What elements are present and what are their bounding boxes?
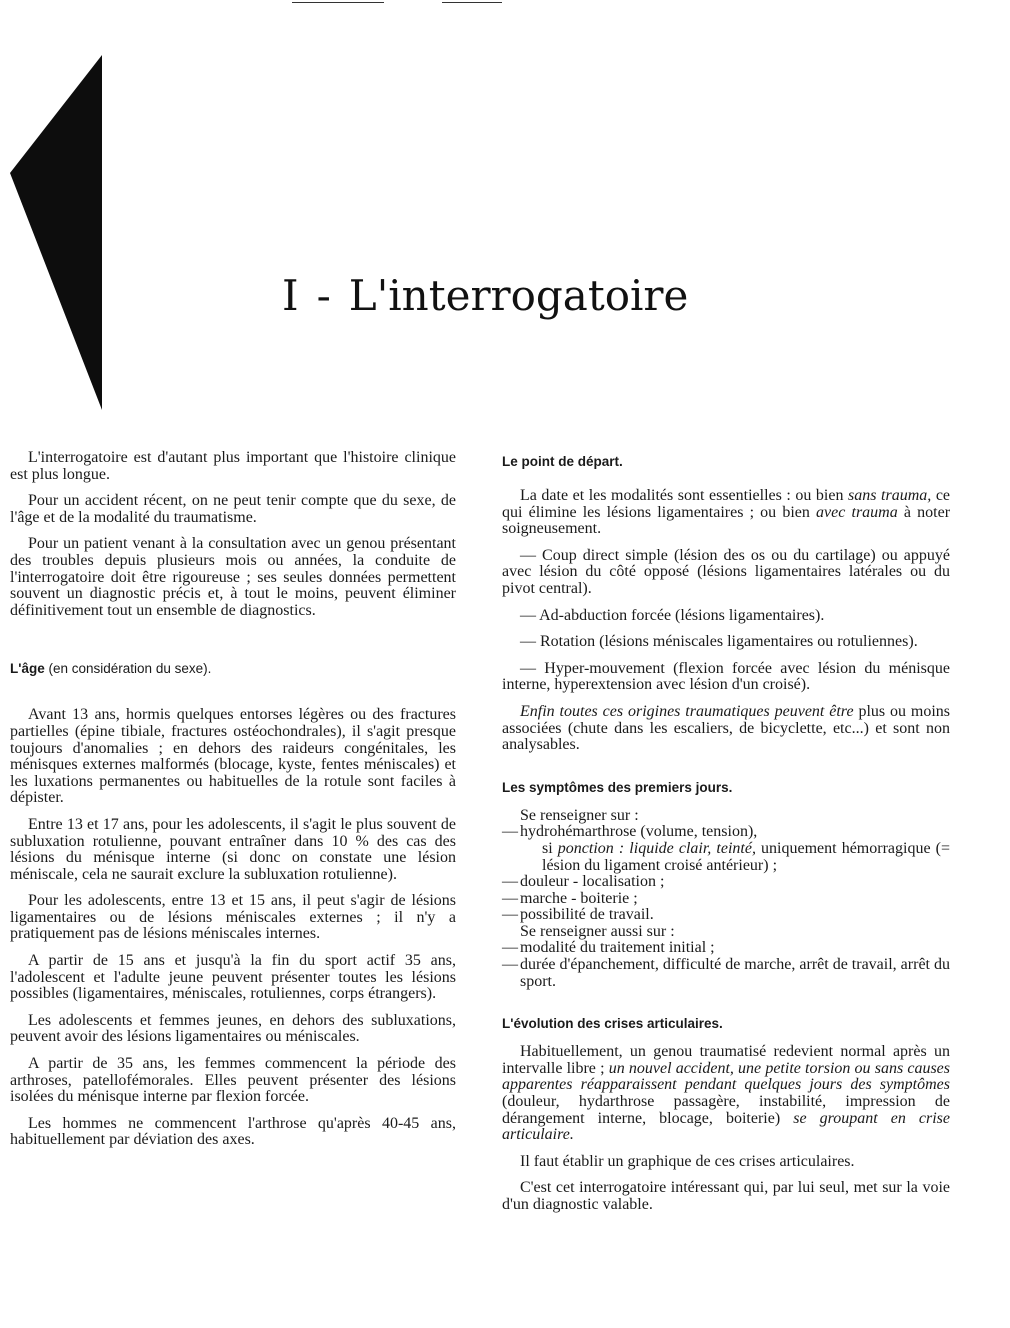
symptomes-item-text: hydrohémarthrose (volume, tension), bbox=[520, 823, 758, 841]
symptomes-item-text: modalité du traitement initial ; bbox=[520, 939, 715, 957]
evolution-paragraph-1 bbox=[502, 1044, 950, 1144]
depart-item-4: — Hyper-mouvement (flexion forcée avec lésion du ménisque interne, hyperextension avec lésion d'un croisé). bbox=[502, 659, 950, 694]
evolution-p1-d: se groupant en crise articulaire. bbox=[502, 1109, 951, 1144]
depart-item-1: — Coup direct simple (lésion des os ou du cartilage) ou appuyé avec lésion du côté opposé (lésions ligamentaires latérales ou du pivot central). bbox=[502, 546, 950, 597]
symptomes-item bbox=[502, 957, 950, 990]
age-paragraph-6: A partir de 35 ans, les femmes commencent la période des arthroses, patellofémorales. Elles peuvent présenter des lésions isolées du ménisque interne par flexion forcée. bbox=[10, 1055, 456, 1106]
intro-paragraph-1: L'interrogatoire est d'autant plus important que l'histoire clinique est plus longue. bbox=[10, 449, 456, 483]
depart-intro-d: avec trauma bbox=[816, 503, 898, 521]
age-heading-label: L'âge bbox=[10, 661, 45, 677]
symptomes-item-text: marche - boiterie ; bbox=[520, 889, 638, 907]
symptomes-item-text: possibilité de travail. bbox=[520, 906, 654, 924]
age-heading-note: (en considération du sexe). bbox=[48, 661, 212, 677]
chapter-title bbox=[282, 268, 688, 324]
dash-mark: — bbox=[502, 873, 518, 891]
depart-heading: Le point de départ. bbox=[502, 454, 623, 469]
depart-item-3: — Rotation (lésions méniscales ligamentaires ou rotuliennes). bbox=[520, 633, 918, 651]
symptomes-item bbox=[502, 907, 950, 924]
age-paragraph-3: Pour les adolescents, entre 13 et 15 ans, il peut s'agir de lésions ligamentaires ou de lésions méniscales externes ; il n'y a pratiquement pas de lésions méniscales internes. bbox=[10, 892, 456, 943]
sub-c: uniquement hémorragique (= lésion du ligament croisé antérieur) ; bbox=[542, 839, 950, 874]
left-column bbox=[10, 450, 456, 1159]
chapter-separator: - bbox=[316, 271, 331, 320]
symptomes-heading: Les symptômes des premiers jours. bbox=[502, 779, 733, 795]
depart-enfin-b: plus ou moins associées (chute dans les escaliers, de bicyclette, etc...) et sont non analysables. bbox=[502, 702, 950, 754]
intro-paragraph-3: Pour un patient venant à la consultation avec un genou présentant des troubles depuis plusieurs mois ou années, la conduite de l'interrogatoire doit être rigoureuse ; ses seules données permettent souvent un diagnostic précis et, à tout le moins, peuvent éliminer définitivement tout un ensemble de diagnostics. bbox=[10, 535, 456, 619]
right-column bbox=[502, 450, 950, 1224]
dash-mark: — bbox=[502, 889, 518, 907]
dash-mark: — bbox=[502, 823, 518, 841]
evolution-p1-b: un nouvel accident, une petite torsion ou sans causes apparentes réapparaissent pendant quelques jours des symptômes bbox=[502, 1059, 951, 1094]
top-rule-left bbox=[292, 2, 384, 3]
top-rule-right bbox=[442, 2, 502, 3]
age-paragraph-7: Les hommes ne commencent l'arthrose qu'après 40-45 ans, habituellement par déviation des axes. bbox=[10, 1114, 456, 1149]
sub-b: ponction : liquide clair, teinté, bbox=[557, 839, 756, 857]
evolution-paragraph-3: C'est cet interrogatoire intéressant qui, par lui seul, met sur la voie d'un diagnostic valable. bbox=[502, 1179, 950, 1213]
evolution-p1-c: (douleur, hydarthrose passagère, instabilité, impression de dérangement interne, blocage, boiterie) bbox=[502, 1093, 950, 1127]
dash-mark: — bbox=[502, 906, 518, 924]
chapter-title-text: L'interrogatoire bbox=[348, 271, 689, 320]
depart-intro-e: à noter soigneusement. bbox=[502, 503, 951, 538]
intro-paragraph-2: Pour un accident récent, on ne peut tenir compte que du sexe, de l'âge et de la modalité du traumatisme. bbox=[10, 492, 456, 526]
chapter-number: I bbox=[282, 271, 299, 320]
age-heading bbox=[10, 661, 456, 677]
symptomes-item-text: douleur - localisation ; bbox=[520, 873, 665, 891]
symptomes-item bbox=[502, 940, 950, 957]
dash-mark: — bbox=[502, 939, 518, 957]
age-paragraph-1: Avant 13 ans, hormis quelques entorses légères ou des fractures partielles (épine tibiale, fractures ostéochondrales), il s'agit presque toujours d'anomalies ; en dehors des raideurs congénitales, les ménisques externes malformés (blocage, kyste, fentes méniscales) et les luxations permanentes ou habituelles de la rotule sont faciles à dépister. bbox=[10, 706, 456, 807]
symptomes-list bbox=[502, 808, 950, 991]
age-paragraph-5: Les adolescents et femmes jeunes, en dehors des subluxations, peuvent avoir des lésions ligamentaires ou méniscales. bbox=[10, 1011, 456, 1046]
symptomes-lead: Se renseigner sur : bbox=[520, 806, 639, 824]
depart-enfin-a: Enfin toutes ces origines traumatiques peuvent être bbox=[520, 702, 854, 720]
dash-mark: — bbox=[502, 956, 518, 974]
symptomes-item-text: durée d'épanchement, difficulté de marche, arrêt de travail, arrêt du sport. bbox=[520, 956, 950, 990]
age-paragraph-4: A partir de 15 ans et jusqu'à la fin du sport actif 35 ans, l'adolescent et l'adulte jeune peuvent présenter toutes les lésions possibles (ligamentaires, méniscales, rotuliennes, corps étrangers). bbox=[10, 952, 456, 1003]
depart-enfin bbox=[502, 704, 950, 754]
evolution-p1-a: Habituellement, un genou traumatisé redevient normal après un intervalle libre ; bbox=[502, 1043, 950, 1077]
depart-intro-a: La date et les modalités sont essentielles : ou bien bbox=[520, 487, 844, 504]
evolution-heading: L'évolution des crises articulaires. bbox=[502, 1016, 723, 1032]
depart-intro-c: ce qui élimine les lésions ligamentaires ; ou bien bbox=[502, 487, 951, 521]
depart-intro-b: sans trauma, bbox=[848, 487, 932, 504]
black-wedge-ornament bbox=[10, 55, 106, 410]
depart-intro bbox=[502, 488, 950, 538]
symptomes-item bbox=[502, 824, 950, 841]
symptomes-item-sub bbox=[502, 841, 950, 874]
depart-item-2: — Ad-abduction forcée (lésions ligamentaires). bbox=[520, 606, 825, 624]
symptomes-item bbox=[502, 891, 950, 908]
evolution-paragraph-2: Il faut établir un graphique de ces crises articulaires. bbox=[520, 1152, 855, 1170]
symptomes-lead-2: Se renseigner aussi sur : bbox=[520, 922, 675, 940]
age-paragraph-2: Entre 13 et 17 ans, pour les adolescents, il s'agit le plus souvent de subluxation rotulienne, pouvant entraîner dans 10 % des cas des lésions du ménisque interne (si donc on constate une lésion méniscale, cela ne saurait exclure la subluxation rotulienne). bbox=[10, 815, 456, 883]
symptomes-item bbox=[502, 874, 950, 891]
sub-a: si bbox=[542, 839, 553, 857]
